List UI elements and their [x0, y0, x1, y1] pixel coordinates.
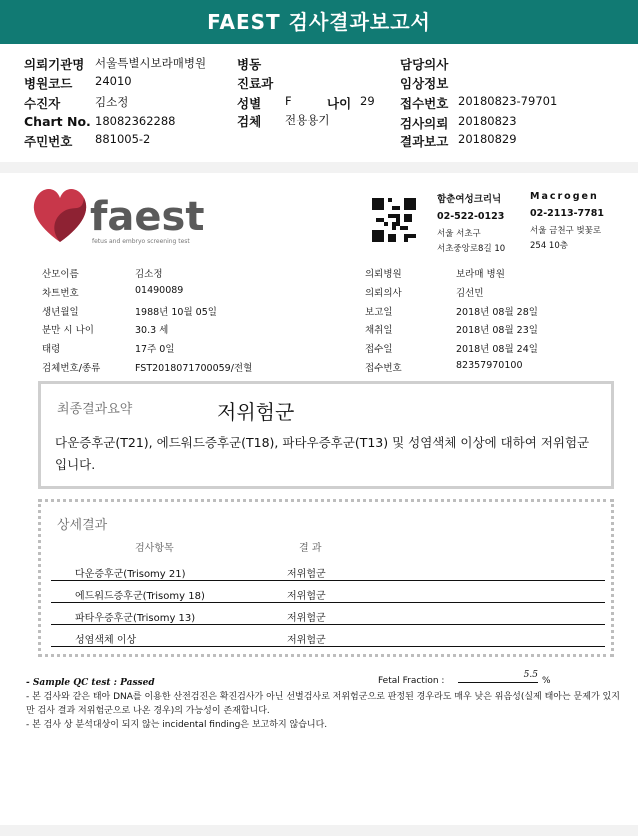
- table-row: [51, 626, 605, 647]
- patient-label: 분만 시 나이: [42, 325, 94, 336]
- clinic-addr: 서초중앙로8길 10: [437, 244, 506, 254]
- summary-box: [38, 381, 614, 489]
- patient-value: 1988년 10월 05일: [135, 307, 217, 318]
- patient-value: 2018년 08월 28일: [456, 307, 538, 318]
- patient-label: 차트번호: [42, 288, 79, 299]
- header-label: 의뢰기관명: [24, 57, 85, 72]
- patient-value: 김선민: [456, 288, 484, 299]
- header-value: F: [285, 94, 292, 108]
- header-label: 병원코드: [24, 76, 73, 91]
- qc-status: - Sample QC test : Passed: [26, 678, 155, 688]
- note-line: - 본 검사 상 분석대상이 되지 않는 incidental finding은 보고하지 않습니다.: [26, 720, 328, 730]
- column-header-item: 검사항목: [135, 543, 174, 554]
- row-item: 에드워드증후군(Trisomy 18): [75, 591, 205, 602]
- clinic-name: Macrogen: [530, 191, 599, 202]
- table-row: [51, 604, 605, 625]
- table-row: [51, 582, 605, 603]
- row-item: 다운증후군(Trisomy 21): [75, 569, 186, 580]
- header-value: 18082362288: [95, 114, 176, 128]
- header-label: 검사의뢰: [400, 116, 449, 131]
- patient-label: 보고일: [365, 307, 393, 318]
- faest-logo: [30, 180, 205, 250]
- header-label: 병동: [237, 57, 262, 72]
- summary-title: 최종결과요약: [57, 402, 133, 417]
- header-label: 주민번호: [24, 134, 73, 149]
- clinic-phone: 02-2113-7781: [530, 208, 604, 219]
- patient-label: 접수번호: [365, 363, 402, 374]
- age-label: 나이: [327, 96, 352, 111]
- header-label: Chart No.: [24, 114, 91, 129]
- header-label: 수진자: [24, 96, 61, 111]
- header-label: 담당의사: [400, 57, 449, 72]
- patient-value: 17주 0일: [135, 344, 175, 355]
- row-item: 성염색체 이상: [75, 635, 137, 646]
- patient-value: 2018년 08월 23일: [456, 325, 538, 336]
- row-result: 저위험군: [287, 569, 326, 580]
- row-result: 저위험군: [287, 635, 326, 646]
- report-title: FAEST 검사결과보고서: [0, 0, 638, 44]
- patient-value: 82357970100: [456, 360, 523, 371]
- fetal-fraction-value: 5.5: [458, 668, 538, 683]
- detail-title: 상세결과: [57, 518, 108, 533]
- patient-value: 30.3 세: [135, 325, 169, 336]
- summary-text: 다운증후군(T21), 에드워드증후군(T18), 파타우증후군(T13) 및 성염색체 이상에 대하여 저위험군입니다.: [55, 435, 590, 472]
- clinic-phone: 02-522-0123: [437, 211, 505, 222]
- heart-logo-icon: [30, 180, 205, 250]
- row-result: 저위험군: [287, 613, 326, 624]
- header-value: 24010: [95, 74, 132, 88]
- table-row: [51, 560, 605, 581]
- detail-box: [38, 499, 614, 657]
- fetal-fraction-label: Fetal Fraction :: [378, 676, 445, 686]
- patient-label: 의뢰의사: [365, 288, 402, 299]
- header-label: 진료과: [237, 76, 274, 91]
- header-value: 서울특별시보라매병원: [95, 56, 207, 70]
- header-label: 검체: [237, 114, 262, 129]
- clinic-addr: 서울 금천구 벚꽃로: [530, 226, 602, 236]
- patient-value: 01490089: [135, 285, 184, 296]
- header-value: 881005-2: [95, 132, 151, 146]
- brand-tagline: fetus and embryo screening test: [92, 238, 190, 245]
- patient-value: 2018년 08월 24일: [456, 344, 538, 355]
- header-label: 성별: [237, 96, 262, 111]
- clinic-1: [437, 191, 505, 254]
- header-value: 20180823: [458, 114, 517, 128]
- header-value: 20180829: [458, 132, 517, 146]
- clinic-name: 함춘여성크리닉: [437, 194, 502, 205]
- clinic-addr: 서울 서초구: [437, 229, 481, 239]
- notes: [26, 670, 622, 732]
- patient-label: 접수일: [365, 344, 393, 355]
- fetal-fraction-unit: %: [542, 676, 551, 686]
- patient-label: 태령: [42, 344, 61, 355]
- patient-value: 김소정: [135, 269, 163, 280]
- patient-label: 생년월일: [42, 307, 79, 318]
- header-value: 김소정: [95, 95, 129, 109]
- row-result: 저위험군: [287, 591, 326, 602]
- clinic-addr: 254 10층: [530, 241, 568, 251]
- patient-label: 채취일: [365, 325, 393, 336]
- patient-value: 보라매 병원: [456, 269, 505, 280]
- clinic-2: [530, 191, 604, 251]
- header-label: 접수번호: [400, 96, 449, 111]
- column-header-result: 결 과: [299, 543, 322, 554]
- age-value: 29: [360, 94, 375, 108]
- patient-value: FST2018071700059/전혈: [135, 363, 253, 374]
- patient-label: 의뢰병원: [365, 269, 402, 280]
- patient-label: 검체번호/종류: [42, 363, 101, 374]
- brand-wordmark: faest: [90, 194, 205, 240]
- note-line: - 본 검사와 같은 태아 DNA를 이용한 산전검진은 확진검사가 아닌 선별검사로 저위험군으로 판정된 경우라도 매우 낮은 위음성(실제 태아는 문제가 있지만 검사 결과 저위험군으로 나온 경우)의 가능성이 존재합니다.: [26, 692, 620, 716]
- qr-code: [372, 198, 416, 242]
- header-label: 결과보고: [400, 134, 449, 149]
- summary-result: 저위험군: [217, 400, 295, 424]
- header-value: 전용용기: [285, 113, 330, 127]
- header-label: 임상정보: [400, 76, 449, 91]
- row-item: 파타우증후군(Trisomy 13): [75, 613, 196, 624]
- patient-label: 산모이름: [42, 269, 79, 280]
- header-value: 20180823-79701: [458, 94, 558, 108]
